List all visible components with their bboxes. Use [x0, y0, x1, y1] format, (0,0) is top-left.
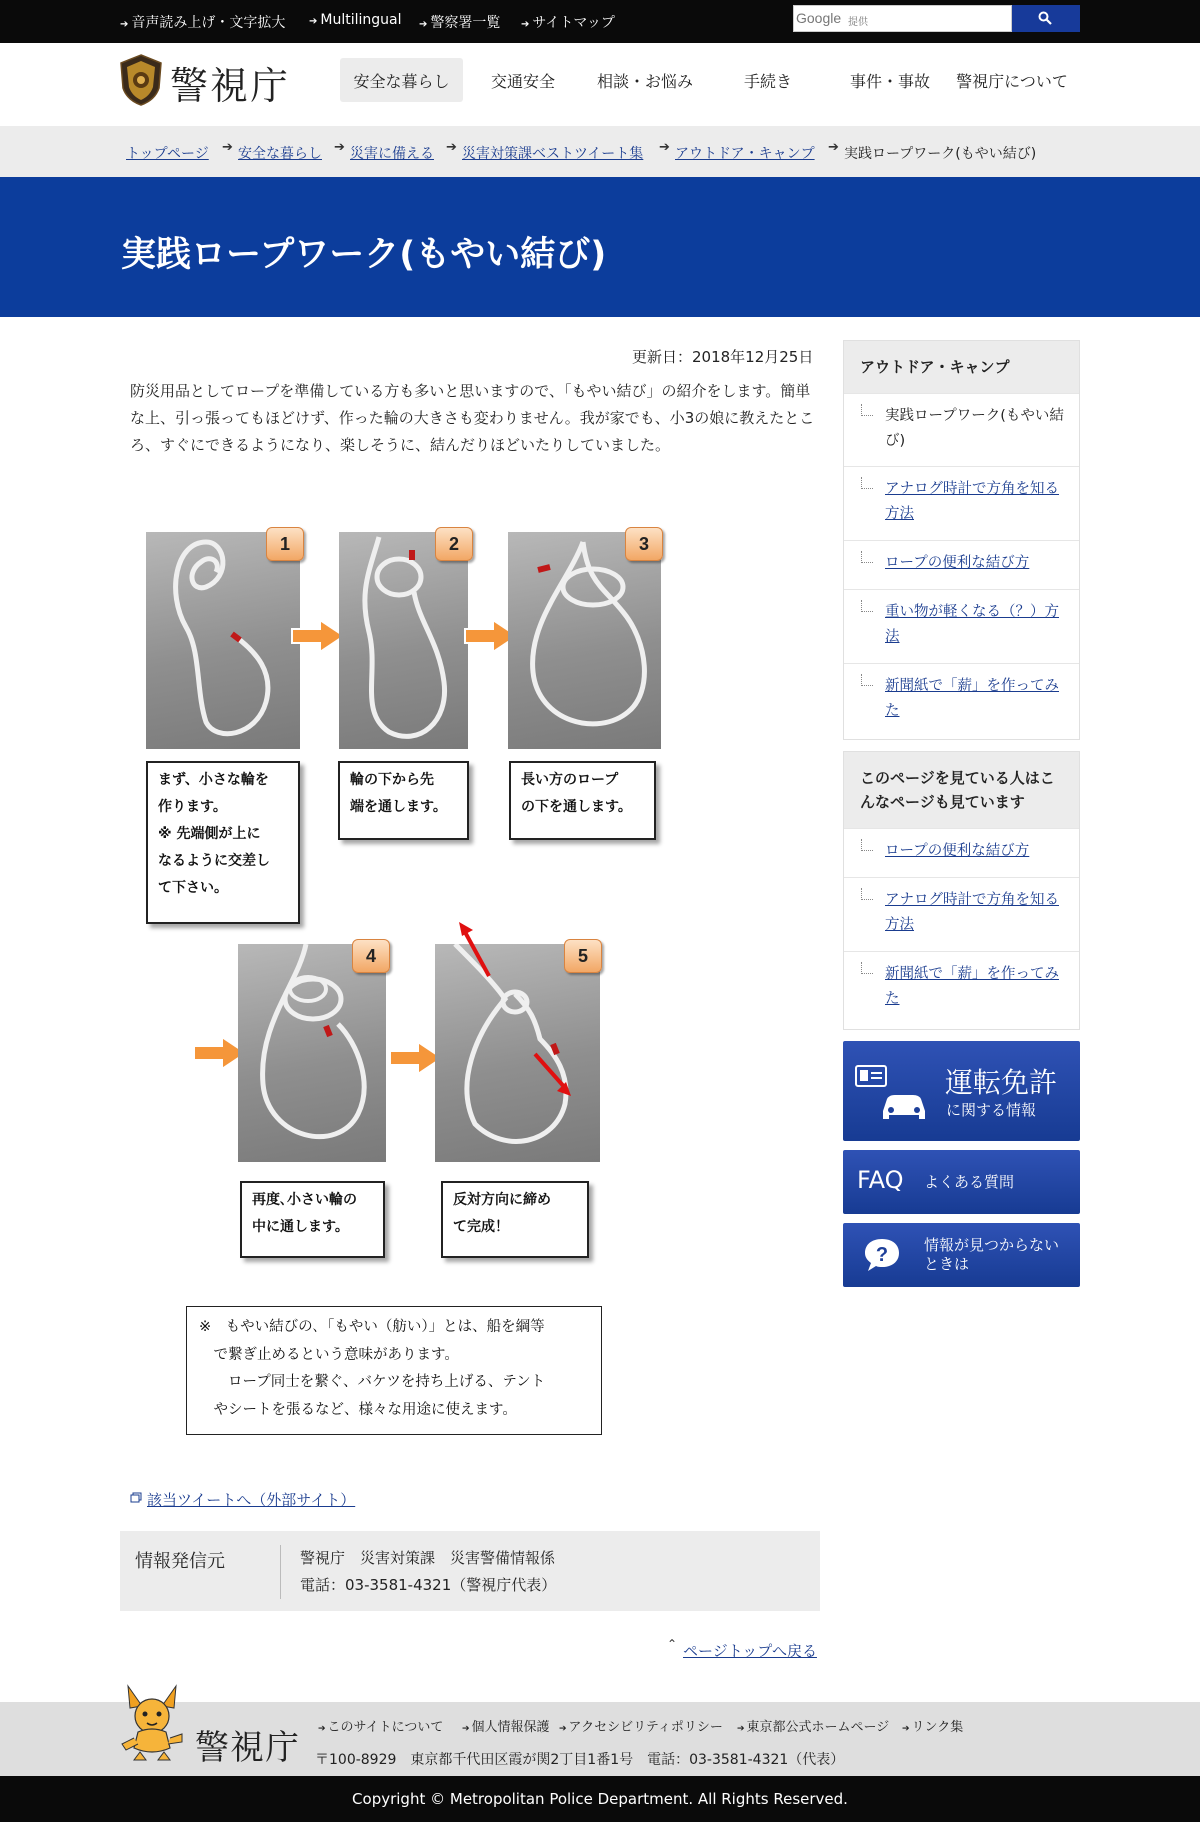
step-2-photo — [339, 532, 468, 749]
arrow-right-icon: ➔ — [334, 140, 345, 155]
util-link-sitemap[interactable]: ➔ サイトマップ — [521, 15, 615, 31]
gnav-procedures[interactable] — [720, 58, 816, 102]
banner-main-label: 運転免許 — [945, 1066, 1058, 1099]
moyai-note: ※ もやい結びの､「もやい（舫い）」とは、船を綱等 で繋ぎ止めるという意味があります。 ロープ同士を繋ぐ、バケツを持ち上げる、テント やシートを張るなど、様々な用途に使えます。 — [186, 1306, 602, 1435]
footer-link-about[interactable]: ➔ このサイトについて — [318, 1720, 444, 1735]
gnav-label: 警視庁について — [956, 71, 1068, 91]
sidebar-item-rope-knots[interactable] — [844, 540, 1079, 589]
sidebar-category-heading: アウトドア・キャンプ — [844, 341, 1079, 393]
util-link-label: 警察署一覧 — [430, 15, 501, 31]
copyright: Copyright © Metropolitan Police Department. All Rights Reserved. — [0, 1776, 1200, 1822]
footer-logo-text[interactable]: 警視庁 — [195, 1728, 300, 1768]
page-title: 実践ロープワーク(もやい結び) — [121, 235, 607, 275]
info-not-found-banner[interactable] — [843, 1223, 1080, 1287]
gnav-incidents[interactable] — [835, 58, 945, 102]
related-item-rope-knots[interactable] — [844, 828, 1079, 877]
info-source-label: 情報発信元 — [135, 1551, 225, 1572]
drivers-license-banner[interactable] — [843, 1041, 1080, 1141]
page-top-link[interactable]: ページトップへ戻る — [683, 1642, 817, 1660]
related-item-label[interactable]: アナログ時計で方角を知る方法 — [885, 892, 1059, 933]
step-number-badge: 1 — [266, 527, 304, 561]
step-5-caption: 反対方向に締め て完成！ — [441, 1181, 589, 1258]
gnav-label: 交通安全 — [490, 71, 555, 91]
google-brand: Google — [796, 10, 842, 26]
updated-date: 更新日：2018年12月25日 — [632, 348, 814, 366]
util-link-voice[interactable]: ➔ 音声読み上げ・文字拡大 — [120, 15, 286, 31]
footer-link-label: 東京都公式ホームページ — [746, 1720, 890, 1735]
chevron-up-icon: ⌃ — [667, 1637, 678, 1651]
gnav-label: 相談・お悩み — [596, 71, 693, 91]
footer-link-label: アクセシビリティポリシー — [568, 1720, 723, 1735]
red-arrow-icon — [455, 918, 495, 980]
tweet-external-link[interactable]: 該当ツイートへ（外部サイト） — [147, 1491, 356, 1509]
breadcrumb-current: 実践ロープワーク(もやい結び) — [844, 146, 1037, 162]
arrow-right-icon: ➔ — [828, 140, 839, 155]
gnav-about[interactable] — [950, 58, 1074, 102]
util-link-multilingual[interactable]: ➔ Multilingual — [309, 12, 402, 28]
police-emblem-logo[interactable] — [119, 54, 163, 106]
gnav-label: 安全な暮らし — [353, 71, 450, 91]
arrow-right-icon: ➔ — [446, 140, 457, 155]
pipo-mascot-logo — [118, 1682, 186, 1762]
info-source-box — [120, 1531, 820, 1611]
step-number-badge: 5 — [564, 939, 602, 973]
util-link-label: Multilingual — [320, 12, 402, 28]
sidebar-item-label[interactable]: 重い物が軽くなる（？）方法 — [885, 604, 1059, 645]
step-1-photo — [146, 532, 300, 749]
step-2-caption: 輪の下から先 端を通します。 — [338, 761, 469, 840]
util-link-label: サイトマップ — [532, 15, 615, 31]
step-number-badge: 2 — [435, 527, 473, 561]
search-icon — [1038, 11, 1052, 25]
related-item-label[interactable]: 新聞紙で「薪」を作ってみた — [885, 966, 1059, 1007]
util-link-label: 音声読み上げ・文字拡大 — [131, 15, 286, 31]
sidebar-category-menu — [843, 340, 1080, 740]
site-logo-text[interactable]: 警視庁 — [170, 64, 291, 108]
sidebar-related-pages — [843, 751, 1080, 1030]
sidebar-item-label[interactable]: ロープの便利な結び方 — [885, 555, 1030, 571]
footer-link-label: リンク集 — [911, 1720, 964, 1735]
gnav-safe-living[interactable] — [340, 58, 463, 102]
breadcrumb-link[interactable]: トップページ — [126, 146, 209, 162]
sidebar-item-newspaper-firewood[interactable] — [844, 663, 1079, 737]
gnav-label: 事件・事故 — [849, 71, 930, 91]
step-3-photo — [508, 532, 661, 749]
gnav-traffic-safety[interactable] — [475, 58, 571, 102]
footer-link-links[interactable]: ➔ リンク集 — [902, 1720, 964, 1735]
sidebar-item-analog-clock[interactable] — [844, 466, 1079, 540]
search-input[interactable] — [793, 5, 1012, 32]
step-number-badge: 4 — [352, 939, 390, 973]
external-link-icon — [130, 1492, 142, 1504]
sidebar-item-heavy-objects[interactable] — [844, 589, 1079, 663]
question-bubble-icon — [863, 1237, 901, 1273]
sidebar-related-heading: このページを見ている人はこんなページも見ています — [844, 752, 1079, 828]
breadcrumb-link[interactable]: 災害対策課ベストツイート集 — [462, 146, 644, 162]
sidebar-item-label: 実践ロープワーク(もやい結び) — [885, 408, 1064, 449]
util-link-stations[interactable]: ➔ 警察署一覧 — [419, 15, 501, 31]
sidebar-item-label[interactable]: アナログ時計で方角を知る方法 — [885, 481, 1059, 522]
sidebar-item-label[interactable]: 新聞紙で「薪」を作ってみた — [885, 678, 1059, 719]
page-title-band — [0, 177, 1200, 317]
intro-text: 防災用品としてロープを準備している方も多いと思いますので、「もやい結び」の紹介をします。簡単な上、引っ張ってもほどけず、作った輪の大きさも変わりません。我が家でも、小3の娘に教えたところ、すぐにできるようになり、楽しそうに、結んだりほどいたりしていました。 — [130, 382, 815, 454]
related-item-newspaper-firewood[interactable] — [844, 951, 1079, 1025]
step-4-caption: 再度､小さい輪の 中に通します。 — [240, 1181, 385, 1258]
gnav-consultation[interactable] — [580, 58, 710, 102]
arrow-right-icon: ➔ — [222, 140, 233, 155]
faq-banner[interactable] — [843, 1150, 1080, 1214]
orange-arrow-icon — [290, 618, 346, 654]
footer-link-label: このサイトについて — [327, 1720, 444, 1735]
footer-link-tokyo[interactable]: ➔ 東京都公式ホームページ — [737, 1720, 890, 1735]
step-3-caption: 長い方のロープ の下を通します。 — [509, 761, 656, 840]
step-number-badge: 3 — [625, 527, 663, 561]
footer-link-accessibility[interactable]: ➔ アクセシビリティポリシー — [559, 1720, 723, 1735]
breadcrumb-link[interactable]: アウトドア・キャンプ — [675, 146, 815, 162]
related-item-analog-clock[interactable] — [844, 877, 1079, 951]
banner-main-label: FAQ — [857, 1166, 904, 1194]
arrow-right-icon: ➔ — [659, 140, 670, 155]
license-car-icon — [855, 1065, 927, 1123]
footer-link-privacy[interactable]: ➔ 個人情報保護 — [462, 1720, 550, 1735]
breadcrumb-link[interactable]: 安全な暮らし — [238, 146, 322, 162]
related-item-label[interactable]: ロープの便利な結び方 — [885, 843, 1030, 859]
footer-address: 〒100-8929 東京都千代田区霞が関2丁目1番1号 電話：03-3581-4321（代表） — [315, 1752, 845, 1768]
step-1-caption: まず、小さな輪を 作ります。 ※ 先端側が上に なるように交差し て下さい。 — [146, 761, 300, 924]
info-department: 警視庁 災害対策課 災害警備情報係 — [300, 1549, 556, 1567]
svg-text:?: ? — [875, 1244, 889, 1266]
search-provided-label: 提供 — [848, 17, 868, 28]
footer-link-label: 個人情報保護 — [471, 1720, 550, 1735]
banner-sub-label: 情報が見つからない ときは — [924, 1236, 1060, 1273]
banner-sub-label: に関する情報 — [946, 1101, 1037, 1119]
info-phone: 電話：03-3581-4321（警視庁代表） — [300, 1576, 557, 1594]
gnav-label: 手続き — [743, 71, 792, 91]
info-divider — [280, 1545, 281, 1599]
sidebar-item-current — [844, 393, 1079, 466]
utility-bar — [0, 0, 1200, 43]
banner-sub-label: よくある質問 — [924, 1173, 1015, 1191]
search-button[interactable] — [1012, 5, 1080, 32]
breadcrumb-link[interactable]: 災害に備える — [350, 146, 434, 162]
step-4-photo — [238, 944, 386, 1162]
breadcrumb — [0, 126, 1200, 177]
